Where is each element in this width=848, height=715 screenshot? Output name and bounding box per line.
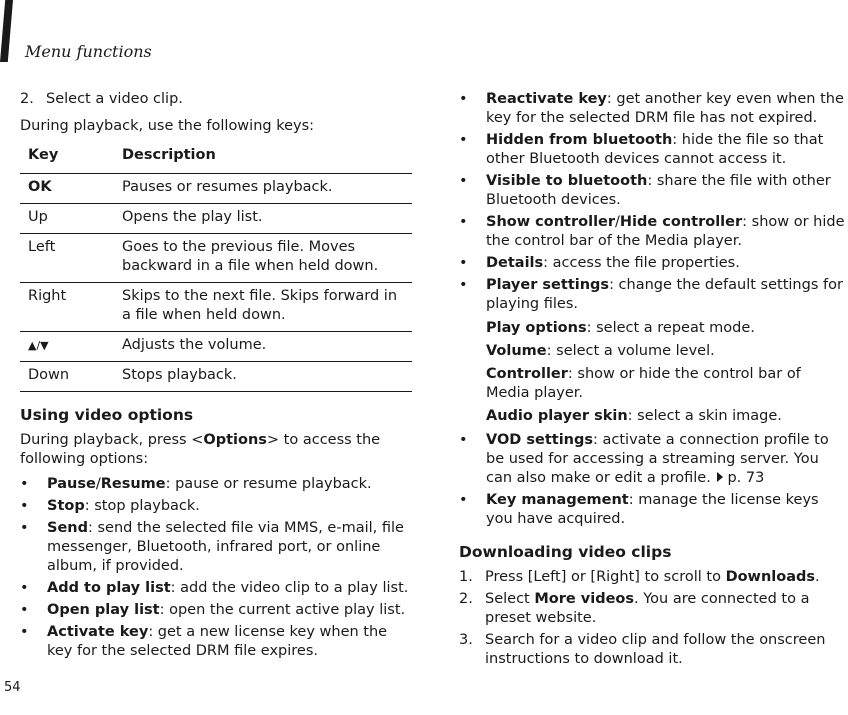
options-list-continued <box>459 90 848 314</box>
page-number: 54 <box>4 680 21 695</box>
keys-table <box>20 143 412 392</box>
table-intro: During playback, use the following keys: <box>20 118 315 134</box>
sub-option: Audio player skin: select a skin image. <box>486 408 782 424</box>
column-header-description: Description <box>114 143 412 174</box>
table-header-row <box>20 143 412 174</box>
section-title: Downloading video clips <box>459 543 672 561</box>
table-row <box>20 332 412 362</box>
key-cell: Down <box>20 362 114 392</box>
section-intro: During playback, press <Options> to access the following options: <box>20 432 381 467</box>
list-item: • Hidden from bluetooth: hide the file so that other Bluetooth devices cannot access it. <box>459 132 824 167</box>
step-number: 2. <box>20 91 34 107</box>
table-row <box>20 174 412 204</box>
step-item: 3. Search for a video clip and follow the onscreen instructions to download it. <box>459 632 826 667</box>
page-header-title: Menu functions <box>25 42 152 61</box>
column-header-key: Key <box>20 143 114 174</box>
step-item <box>20 90 412 109</box>
list-item: • Player settings: change the default settings for playing files. <box>459 277 843 312</box>
description-cell: Skips to the next file. Skips forward in a file when held down. <box>114 283 412 332</box>
description-cell: Pauses or resumes playback. <box>114 174 412 204</box>
table-row <box>20 234 412 283</box>
list-item: • Show controller/Hide controller: show or hide the control bar of the Media player. <box>459 214 845 249</box>
list-item: • Open play list: open the current active play list. <box>20 602 406 618</box>
sub-option: Play options: select a repeat mode. <box>486 320 755 336</box>
step-text: Select a video clip. <box>46 91 183 107</box>
list-item: • Add to play list: add the video clip to a play list. <box>20 580 409 596</box>
list-item: • Pause/Resume: pause or resume playback. <box>20 476 372 492</box>
description-cell: Adjusts the volume. <box>114 332 412 362</box>
key-cell: Right <box>20 283 114 332</box>
left-column <box>20 90 412 664</box>
list-item: • Send: send the selected file via MMS, e-mail, file messenger, Bluetooth, infrared port, or online album, if provided. <box>20 520 404 574</box>
page-reference: p. 73 <box>727 470 765 486</box>
header-bar <box>0 0 13 62</box>
list-item: • Visible to bluetooth: share the file with other Bluetooth devices. <box>459 173 831 208</box>
table-row <box>20 283 412 332</box>
key-cell: OK <box>20 174 114 204</box>
description-cell: Goes to the previous file. Moves backward in a file when held down. <box>114 234 412 283</box>
list-item: • Reactivate key: get another key even when the key for the selected DRM file has not expired. <box>459 91 844 126</box>
key-cell: Left <box>20 234 114 283</box>
key-cell: ▲/▼ <box>20 332 114 362</box>
description-cell: Stops playback. <box>114 362 412 392</box>
page-ref-arrow-icon <box>717 472 723 482</box>
sub-option: Controller: show or hide the control bar of Media player. <box>486 366 801 401</box>
list-item: • VOD settings: activate a connection profile to be used for accessing a streaming server. You can also make or edit a profile. p. 73 <box>459 432 829 486</box>
key-cell: Up <box>20 204 114 234</box>
description-cell: Opens the play list. <box>114 204 412 234</box>
right-column <box>459 90 848 672</box>
step-item: 1. Press [Left] or [Right] to scroll to Downloads. <box>459 569 820 585</box>
section-title: Using video options <box>20 406 194 424</box>
table-row <box>20 204 412 234</box>
sub-option: Volume: select a volume level. <box>486 343 715 359</box>
options-list-tail <box>459 431 848 529</box>
options-list <box>20 475 412 661</box>
step-item: 2. Select More videos. You are connected to a preset website. <box>459 591 810 626</box>
list-item: • Key management: manage the license keys you have acquired. <box>459 492 819 527</box>
list-item: • Details: access the file properties. <box>459 255 740 271</box>
list-item: • Stop: stop playback. <box>20 498 200 514</box>
table-row <box>20 362 412 392</box>
list-item: • Activate key: get a new license key when the key for the selected DRM file expires. <box>20 624 388 659</box>
